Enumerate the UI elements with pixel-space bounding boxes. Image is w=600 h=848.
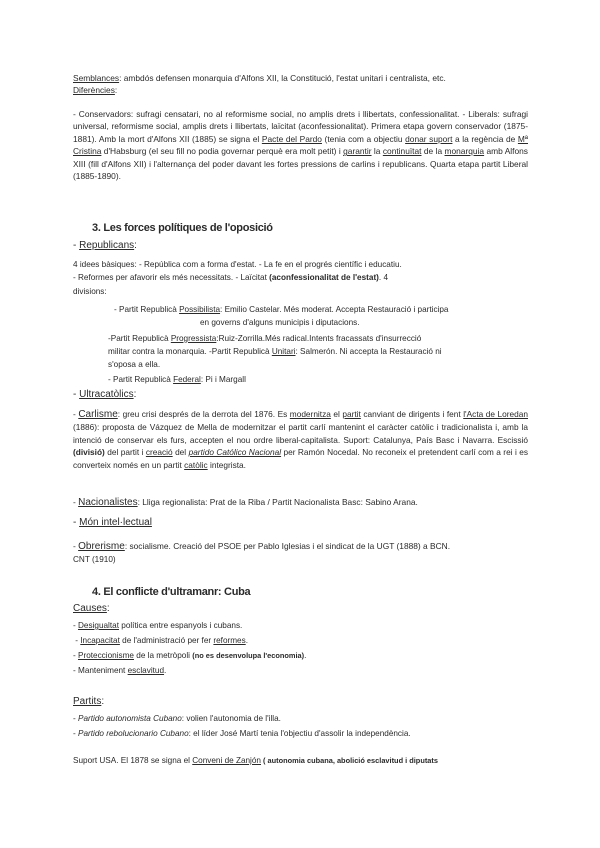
diferencies-paragraph: - Conservadors: sufragi censatari, no al reformisme social, no amplis drets i llibertats, confessionalitat. - Liberals: sufragi universal, reformisme social, amplis drets i llibertats, laïcitat (aconfessionalitat). Primera etapa govern conservador (1875-1881). Amb la mort d'Alfons XII (1885) se signa el Pacte del Pardo (tenia com a objectiu donar suport a la regència de Mª Cristina d'Habsburg (el seu fill no podia governar perquè era molt petit) i garantir la continuïtat de la monarquia amb Alfons XIII (fill d'Alfons XII) i l'alternança del poder davant les fortes pressions de carlins i republicans. Quarta etapa partit Liberal (1885-1890). [73, 109, 528, 182]
republicans-heading: - Republicans: [73, 240, 137, 251]
suport-line: Suport USA. El 1878 se signa el Conveni de Zanjón ( autonomia cubana, abolició esclavitud i diputats [73, 756, 438, 765]
cause-3: - Proteccionisme de la metròpoli (no es desenvolupa l'economia). [73, 651, 307, 660]
partits-heading: Partits: [73, 696, 105, 707]
cause-2: - Incapacitat de l'administració per fer reformes. [73, 636, 248, 645]
unitari-line: militar contra la monarquia. -Partit Republicà Unitari: Salmerón. Ni accepta la Restauració ni [108, 347, 442, 356]
idees-line-1: 4 idees bàsiques: - República com a forma d'estat. - La fe en el progrés científic i educatiu. [73, 260, 402, 269]
diferencies-label: Diferències [73, 85, 115, 95]
cause-1: - Desigualtat política entre espanyols i cubans. [73, 621, 243, 630]
possibilista-line-2: en governs d'alguns municipis i diputacions. [200, 318, 360, 327]
ultracatolics-heading: - Ultracatòlics: [73, 389, 137, 400]
section-4-heading: 4. El conflicte d'ultramanr: Cuba [92, 586, 251, 598]
causes-heading: Causes: [73, 603, 110, 614]
obrerisme-line-2: CNT (1910) [73, 555, 116, 564]
pacte-link: Pacte del Pardo [261, 133, 322, 144]
possibilista-line: - Partit Republicà Possibilista: Emilio Castelar. Més moderat. Accepta Restauració i participa [114, 305, 449, 314]
semblances-label: Semblances [73, 73, 120, 83]
carlisme-paragraph: - Carlisme: greu crisi després de la derrota del 1876. Es modernitza el partit canviant de dirigents i fent l'Acta de Loredan (1886): proposta de Vázquez de Mella de modernitzar el partit carlí mantenint el caràcter catòlic i tradicionalista i, amb la intenció de conservar els furs, accepten el nou ordre liberal-capitalista. Suport: Catalunya, País Basc i Navarra. Escissió (divisió) del partit i creació del partido Católico Nacional per Ramón Nocedal. No reconeix el pretendent carlí com a rei i es converteix només en un partit catòlic integrista. [73, 409, 528, 470]
nacionalistes-line: - Nacionalistes: Lliga regionalista: Prat de la Riba / Partit Nacionalista Basc: Sabino Arana. [73, 497, 418, 508]
partit-2: - Partido rebolucionario Cubano: el líder José Martí tenia l'objectiu d'assolir la independència. [73, 729, 411, 738]
obrerisme-line: - Obrerisme: socialisme. Creació del PSOE per Pablo Iglesias i el sindicat de la UGT (1888) a BCN. [73, 541, 451, 552]
federal-line: - Partit Republicà Federal: Pi i Margall [108, 375, 246, 384]
mon-intellectual-heading: - Món intel·lectual [73, 517, 152, 528]
section-3-heading: 3. Les forces polítiques de l'oposició [92, 222, 273, 234]
progressista-line: -Partit Republicà Progressista:Ruiz-Zorrilla.Més radical.Intents fracassats d'insurrecció [108, 334, 422, 343]
idees-line-2: - Reformes per afavorir els més necessitats. - Laïcitat (aconfessionalitat de l'estat). 4 [73, 273, 389, 282]
divisions-line: divisions: [73, 287, 107, 296]
partit-1: - Partido autonomista Cubano: volien l'autonomia de l'illa. [73, 714, 281, 723]
semblances-line [73, 72, 528, 84]
cause-4: - Manteniment esclavitud. [73, 666, 167, 675]
unitari-line-2: s'oposa a ella. [108, 360, 161, 369]
semblances-text: : ambdós defensen monarquia d'Alfons XII, la Constitució, l'estat unitari i centralista, etc. [119, 73, 446, 83]
diferencies-line: Diferències: [73, 85, 118, 95]
